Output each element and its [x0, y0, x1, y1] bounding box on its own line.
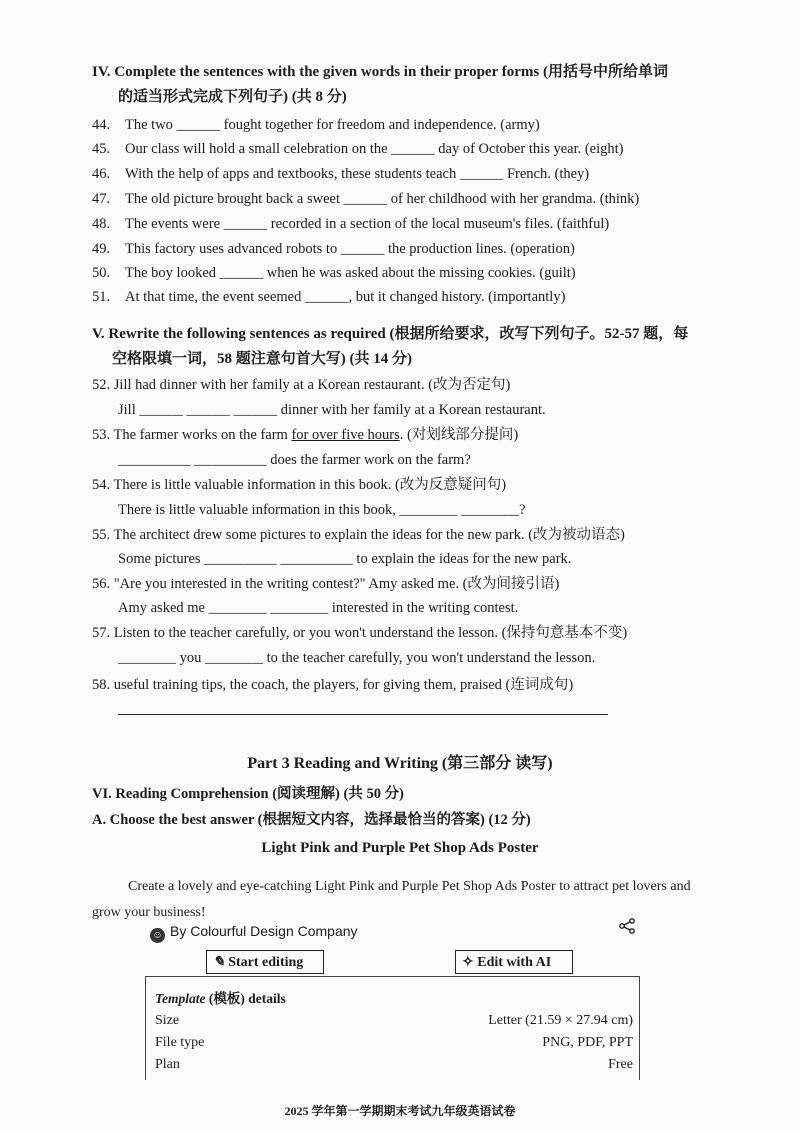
table-row: Size Letter (21.59 × 27.94 cm) — [155, 1013, 633, 1028]
template-details-heading: Template (模板) details — [155, 991, 286, 1006]
answer-52: Jill ______ ______ ______ dinner with her family at a Korean restaurant. — [118, 402, 546, 418]
question-48: 48. The events were ______ recorded in a section of the local museum's files. (faithful) — [92, 216, 610, 232]
share-icon[interactable] — [618, 918, 636, 939]
question-52: 52. Jill had dinner with her family at a Korean restaurant. (改为否定句) — [92, 377, 511, 393]
question-47: 47. The old picture brought back a sweet ______ of her childhood with her grandma. (think) — [92, 191, 640, 207]
answer-56: Amy asked me ________ ________ interested in the writing contest. — [118, 600, 519, 616]
answer-58-line — [118, 714, 608, 715]
underlined-phrase: for over five hours — [291, 427, 400, 443]
table-row: Plan Free — [155, 1057, 633, 1072]
poster-intro: Create a lovely and eye-catching Light Pink and Purple Pet Shop Ads Poster to attract pet lovers and grow your business! — [92, 879, 691, 920]
template-details-table — [145, 976, 640, 1080]
question-53: 53. The farmer works on the farm for over five hours. (对划线部分提问) — [92, 427, 519, 443]
answer-57: ________ you ________ to the teacher carefully, you won't understand the lesson. — [118, 650, 596, 666]
question-45: 45. Our class will hold a small celebration on the ______ day of October this year. (eight) — [92, 141, 624, 157]
question-58: 58. useful training tips, the coach, the players, for giving them, praised (连词成句) — [92, 677, 574, 693]
poster-title: Light Pink and Purple Pet Shop Ads Poster — [261, 840, 539, 856]
part-3-title: Part 3 Reading and Writing (第三部分 读写) — [247, 755, 553, 772]
answer-55: Some pictures __________ __________ to explain the ideas for the new park. — [118, 551, 572, 567]
start-editing-button[interactable]: ✎ Start editing — [206, 950, 324, 974]
table-row: File type PNG, PDF, PPT — [155, 1035, 633, 1050]
edit-with-ai-button[interactable]: ✧ Edit with AI — [455, 950, 573, 974]
question-57: 57. Listen to the teacher carefully, or you won't understand the lesson. (保持句意基本不变) — [92, 625, 628, 641]
question-54: 54. There is little valuable information in this book. (改为反意疑问句) — [92, 477, 507, 493]
question-46: 46. With the help of apps and textbooks, these students teach ______ French. (they) — [92, 166, 590, 182]
answer-54: There is little valuable information in this book, ________ ________? — [118, 502, 526, 518]
section-a-heading: A. Choose the best answer (根据短文内容，选择最恰当的答案) (12 分) — [92, 812, 531, 828]
page-footer: 2025 学年第一学期期末考试九年级英语试卷 — [284, 1104, 516, 1118]
answer-53: __________ __________ does the farmer work on the farm? — [118, 452, 471, 468]
question-50: 50. The boy looked ______ when he was asked about the missing cookies. (guilt) — [92, 265, 576, 281]
sparkle-icon: ✧ — [462, 955, 474, 970]
question-51: 51. At that time, the event seemed ______, but it changed history. (importantly) — [92, 289, 566, 305]
pencil-icon: ✎ — [213, 955, 225, 970]
question-49: 49. This factory uses advanced robots to ______ the production lines. (operation) — [92, 241, 575, 257]
question-55: 55. The architect drew some pictures to explain the ideas for the new park. (改为被动语态) — [92, 527, 625, 543]
section-iv-heading: IV. Complete the sentences with the given words in their proper forms (用括号中所给单词 的适当形式完成下列句子) (共 8 分) — [92, 64, 668, 105]
company-logo-icon: ☺ — [150, 928, 165, 943]
section-v-heading: V. Rewrite the following sentences as required (根据所给要求，改写下列句子。52-57 题，每 空格限填一词，58 题注意句首大写) (共 14 分) — [92, 326, 689, 367]
question-56: 56. "Are you interested in the writing contest?" Amy asked me. (改为间接引语) — [92, 576, 560, 592]
company-line: ☺ By Colourful Design Company — [150, 923, 358, 943]
question-44: 44. The two ______ fought together for freedom and independence. (army) — [92, 117, 540, 133]
section-vi-heading: VI. Reading Comprehension (阅读理解) (共 50 分) — [92, 786, 404, 802]
